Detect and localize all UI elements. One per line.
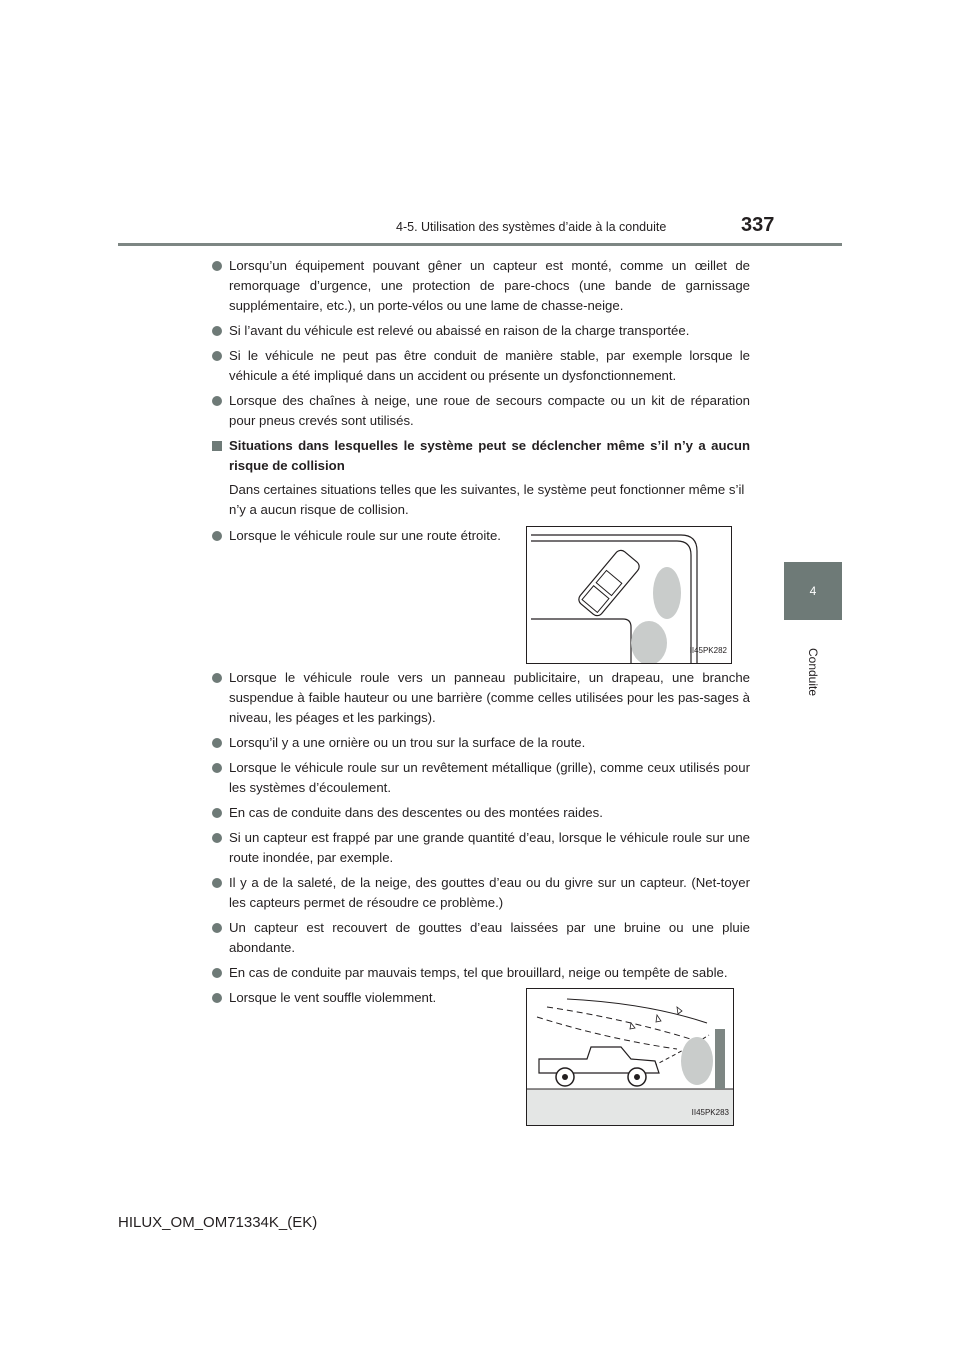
- chapter-tab-label: Conduite: [806, 647, 820, 697]
- list-item: Lorsque le véhicule roule vers un panneau publicitaire, un drapeau, une branche suspendue à faible hauteur ou une barrière (comme celles utilisées pour les pas-sages à niveau, les péages et les parkings).: [210, 668, 750, 728]
- bullet-dot-icon: [212, 808, 222, 818]
- header-divider: [118, 243, 842, 246]
- list-item: Lorsque le vent souffle violemment.: [210, 988, 511, 1008]
- page-number: 337: [741, 214, 775, 236]
- list-item: Lorsqu’il y a une ornière ou un trou sur la surface de la route.: [210, 733, 750, 753]
- list-item: Lorsque le véhicule roule sur un revêtement métallique (grille), comme ceux utilisés pour les systèmes d’écoulement.: [210, 758, 750, 798]
- list-item: Un capteur est recouvert de gouttes d’eau laissées par une bruine ou une pluie abondante.: [210, 918, 750, 958]
- bullet-dot-icon: [212, 738, 222, 748]
- bullet-dot-icon: [212, 396, 222, 406]
- figure-block-strong-wind: [210, 988, 750, 1128]
- section-heading: Situations dans lesquelles le système peut se déclencher même s’il n’y a aucun risque de collision: [210, 436, 750, 476]
- square-bullet-icon: [212, 441, 222, 451]
- list-item: Si un capteur est frappé par une grande quantité d’eau, lorsque le véhicule roule sur une route inondée, par exemple.: [210, 828, 750, 868]
- list-item: Lorsque le véhicule roule sur une route étroite.: [210, 526, 511, 546]
- bullet-dot-icon: [212, 878, 222, 888]
- narrow-road-illustration: [526, 526, 732, 664]
- bullet-dot-icon: [212, 833, 222, 843]
- bullet-dot-icon: [212, 923, 222, 933]
- bullet-dot-icon: [212, 763, 222, 773]
- bullet-dot-icon: [212, 351, 222, 361]
- figure-code: II45PK282: [689, 646, 727, 655]
- bullet-dot-icon: [212, 993, 222, 1003]
- figure-code: II45PK283: [691, 1108, 729, 1117]
- section-title: 4-5. Utilisation des systèmes d’aide à la conduite: [396, 220, 667, 234]
- figure-block-narrow-road: [210, 526, 750, 668]
- section-intro: Dans certaines situations telles que les suivantes, le système peut fonctionner même s’il n’y a aucun risque de collision.: [229, 482, 745, 517]
- list-item: Lorsqu’un équipement pouvant gêner un capteur est monté, comme un œillet de remorquage d’urgence, une protection de pare-chocs (une bande de garnissage supplémentaire, etc.), un porte-vélos ou une lame de chasse-neige.: [210, 256, 750, 316]
- bullet-dot-icon: [212, 261, 222, 271]
- list-item: En cas de conduite dans des descentes ou des montées raides.: [210, 803, 750, 823]
- bullet-dot-icon: [212, 968, 222, 978]
- chapter-tab-number: 4: [784, 562, 842, 620]
- list-item: Si le véhicule ne peut pas être conduit de manière stable, par exemple lorsque le véhicule a été impliqué dans un accident ou présente un dysfonctionnement.: [210, 346, 750, 386]
- main-content: [210, 256, 750, 1128]
- bullet-dot-icon: [212, 531, 222, 541]
- list-item: En cas de conduite par mauvais temps, tel que brouillard, neige ou tempête de sable.: [210, 963, 750, 983]
- list-item: Il y a de la saleté, de la neige, des gouttes d’eau ou du givre sur un capteur. (Net-toyer les capteurs permet de résoudre ce problème.): [210, 873, 750, 913]
- bullet-dot-icon: [212, 673, 222, 683]
- list-item: Lorsque des chaînes à neige, une roue de secours compacte ou un kit de réparation pour pneus crevés sont utilisés.: [210, 391, 750, 431]
- document-footer-code: HILUX_OM_OM71334K_(EK): [118, 1214, 318, 1231]
- strong-wind-illustration: [526, 988, 734, 1126]
- bullet-dot-icon: [212, 326, 222, 336]
- list-item: Si l’avant du véhicule est relevé ou abaissé en raison de la charge transportée.: [210, 321, 750, 341]
- chapter-tab: [784, 622, 842, 722]
